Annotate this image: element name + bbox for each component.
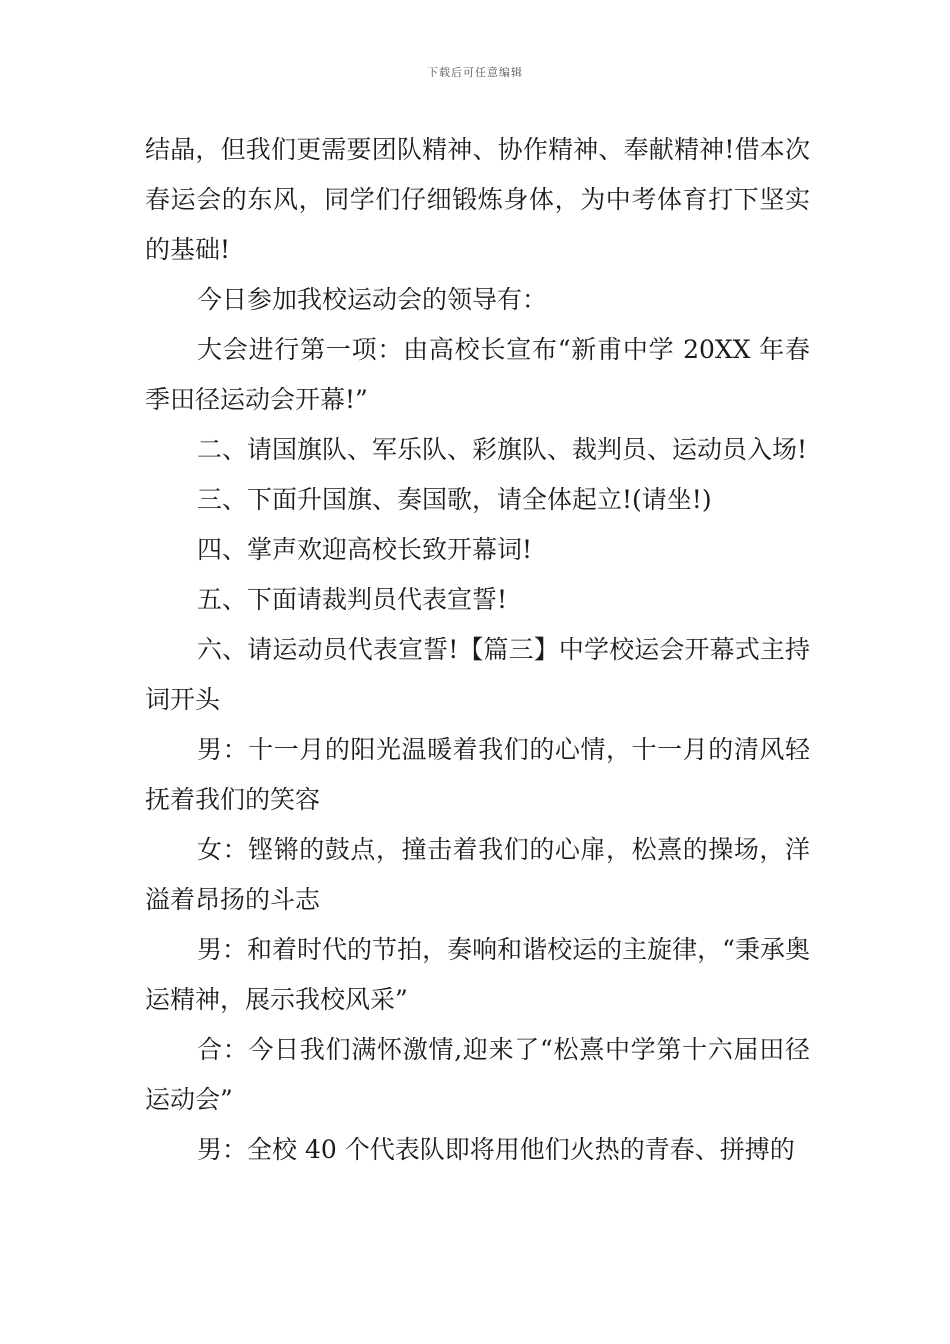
- paragraph: 男：全校 40 个代表队即将用他们火热的青春、拼搏的: [197, 1135, 795, 1164]
- paragraph: 四、掌声欢迎高校长致开幕词!: [197, 535, 533, 564]
- paragraph: 女：铿锵的鼓点，撞击着我们的心扉，松熹的操场，洋溢着昂扬的斗志: [145, 835, 810, 914]
- paragraph: 合：今日我们满怀激情,迎来了“松熹中学第十六届田径运动会”: [145, 1035, 810, 1114]
- paragraph: 三、下面升国旗、奏国歌，请全体起立!(请坐!): [197, 485, 712, 514]
- paragraph: 男：十一月的阳光温暖着我们的心情，十一月的清风轻抚着我们的笑容: [145, 735, 810, 814]
- page-header: 下载后可任意编辑: [427, 66, 523, 79]
- document-body: [145, 125, 810, 1175]
- paragraph: 结晶，但我们更需要团队精神、协作精神、奉献精神!借本次春运会的东风，同学们仔细锻炼身体，为中考体育打下坚实的基础!: [145, 135, 810, 264]
- paragraph: 五、下面请裁判员代表宣誓!: [197, 585, 508, 614]
- paragraph: 今日参加我校运动会的领导有：: [197, 285, 548, 314]
- paragraph: 六、请运动员代表宣誓!【篇三】中学校运会开幕式主持词开头: [145, 635, 810, 714]
- paragraph: 二、请国旗队、军乐队、彩旗队、裁判员、运动员入场!: [197, 435, 808, 464]
- paragraph: 大会进行第一项：由高校长宣布“新甫中学 20XX 年春季田径运动会开幕!”: [145, 335, 810, 414]
- paragraph: 男：和着时代的节拍，奏响和谐校运的主旋律，“秉承奥运精神，展示我校风采”: [145, 935, 810, 1014]
